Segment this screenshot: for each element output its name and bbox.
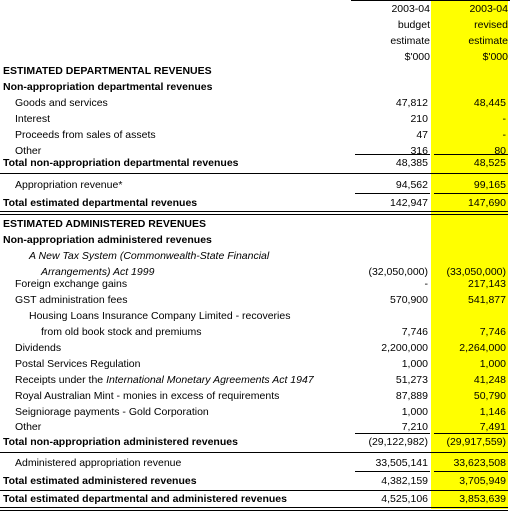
budget-value: 1,000 [401, 358, 428, 370]
revised-value: 2,264,000 [459, 342, 506, 354]
row-label: Interest [15, 113, 51, 125]
row-label: Total estimated administered revenues [3, 475, 197, 487]
header-units: $'000 [482, 51, 508, 63]
header-top-rule [351, 0, 510, 1]
row-label [15, 372, 314, 388]
row-label: ESTIMATED DEPARTMENTAL REVENUES [3, 65, 212, 77]
total-row [0, 434, 510, 450]
budget-value: (32,050,000) [368, 266, 428, 278]
budget-value: 7,746 [401, 326, 428, 338]
row-label: Other [15, 421, 42, 433]
header-budget: budget [397, 19, 430, 31]
revised-value: 48,525 [473, 157, 506, 169]
revised-value: 48,445 [473, 97, 506, 109]
table-row [0, 95, 510, 111]
row-label: Royal Australian Mint - monies in excess of requirements [15, 390, 280, 402]
table-row [0, 455, 510, 471]
header-estimate: estimate [468, 35, 508, 47]
revised-value: 541,877 [468, 294, 506, 306]
revised-value: 80 [494, 145, 506, 157]
row-label: Total estimated departmental revenues [3, 197, 198, 209]
budget-value: 7,210 [401, 421, 428, 433]
row-label: Administered appropriation revenue [15, 457, 182, 469]
table-row [0, 404, 510, 420]
header-revised: revised [474, 19, 508, 31]
budget-value: 570,900 [390, 294, 428, 306]
subsection-heading [0, 79, 510, 95]
budget-value: 316 [410, 145, 428, 157]
section-heading [0, 216, 510, 232]
table-row [0, 276, 510, 292]
table-row [0, 127, 510, 143]
row-label: Seigniorage payments - Gold Corporation [15, 406, 209, 418]
budget-value: 210 [410, 113, 428, 125]
revised-value: 217,143 [468, 278, 506, 290]
revised-value: 50,790 [473, 390, 506, 402]
revised-value: (29,917,559) [446, 436, 506, 448]
separator-rule [0, 452, 508, 453]
budget-value: 33,505,141 [375, 457, 428, 469]
revised-value: 147,690 [468, 197, 506, 209]
table-row [0, 372, 510, 388]
row-label: Postal Services Regulation [15, 358, 141, 370]
budget-value: 94,562 [395, 179, 428, 191]
row-label-italic: International Monetary Agreements Act 1947 [106, 374, 314, 386]
revised-value: - [502, 113, 506, 125]
subtotal-rule [355, 193, 430, 194]
total-row [0, 473, 510, 489]
revised-value: 3,705,949 [459, 475, 506, 487]
table-row [0, 308, 510, 324]
subtotal-rule [434, 193, 508, 194]
table-row [0, 177, 510, 193]
subtotal-rule [434, 471, 508, 472]
table-row [0, 356, 510, 372]
table-row [0, 111, 510, 127]
row-label: Other [15, 145, 42, 157]
row-label: Appropriation revenue* [15, 179, 123, 191]
row-label: A New Tax System (Commonwealth-State Financial [29, 250, 270, 262]
section-heading [0, 63, 510, 79]
grand-total-row [0, 491, 510, 507]
table-row [0, 324, 510, 340]
header-estimate: estimate [390, 35, 430, 47]
table-row [0, 248, 510, 264]
row-label: from old book stock and premiums [41, 326, 202, 338]
row-label: ESTIMATED ADMINISTERED REVENUES [3, 218, 207, 230]
budget-value: 2,200,000 [381, 342, 428, 354]
budget-value: 47 [416, 129, 428, 141]
revised-value: - [502, 129, 506, 141]
budget-value: 48,385 [395, 157, 428, 169]
double-rule [0, 211, 508, 215]
row-label: Non-appropriation departmental revenues [3, 81, 213, 93]
table-row [0, 340, 510, 356]
row-label-plain: Receipts under the [15, 374, 107, 386]
total-row [0, 195, 510, 211]
budget-value: 47,812 [395, 97, 428, 109]
budget-value: 51,273 [395, 374, 428, 386]
row-label: Non-appropriation administered revenues [3, 234, 212, 246]
revised-value: 33,623,508 [453, 457, 506, 469]
table-row [0, 292, 510, 308]
row-label: Total estimated departmental and administered revenues [3, 493, 287, 505]
total-row [0, 155, 510, 171]
budget-value: 87,889 [395, 390, 428, 402]
budget-value: 4,382,159 [381, 475, 428, 487]
row-label: GST administration fees [15, 294, 128, 306]
row-label: Housing Loans Insurance Company Limited - recoveries [29, 310, 291, 322]
revised-value: 99,165 [473, 179, 506, 191]
row-label: Total non-appropriation departmental revenues [3, 157, 239, 169]
double-rule [0, 507, 508, 511]
budget-value: 4,525,106 [381, 493, 428, 505]
budget-value: (29,122,982) [368, 436, 428, 448]
row-label: Dividends [15, 342, 62, 354]
budget-value: 1,000 [401, 406, 428, 418]
budget-value: - [424, 278, 428, 290]
separator-rule [0, 173, 508, 174]
row-label: Goods and services [15, 97, 108, 109]
header-year: 2003-04 [469, 3, 508, 15]
table-row [0, 388, 510, 404]
row-label: Foreign exchange gains [15, 278, 128, 290]
revised-value: 3,853,639 [459, 493, 506, 505]
row-label: Proceeds from sales of assets [15, 129, 156, 141]
header-units: $'000 [404, 51, 430, 63]
revised-value: 7,491 [479, 421, 506, 433]
row-label: Total non-appropriation administered revenues [3, 436, 238, 448]
row-label: Arrangements) Act 1999 [41, 266, 155, 278]
revised-value: 1,146 [479, 406, 506, 418]
revised-value: 7,746 [479, 326, 506, 338]
revised-value: 41,248 [473, 374, 506, 386]
revised-value: 1,000 [479, 358, 506, 370]
budget-value: 142,947 [390, 197, 428, 209]
header-year: 2003-04 [391, 3, 430, 15]
subsection-heading [0, 232, 510, 248]
subtotal-rule [355, 471, 430, 472]
revised-value: (33,050,000) [446, 266, 506, 278]
